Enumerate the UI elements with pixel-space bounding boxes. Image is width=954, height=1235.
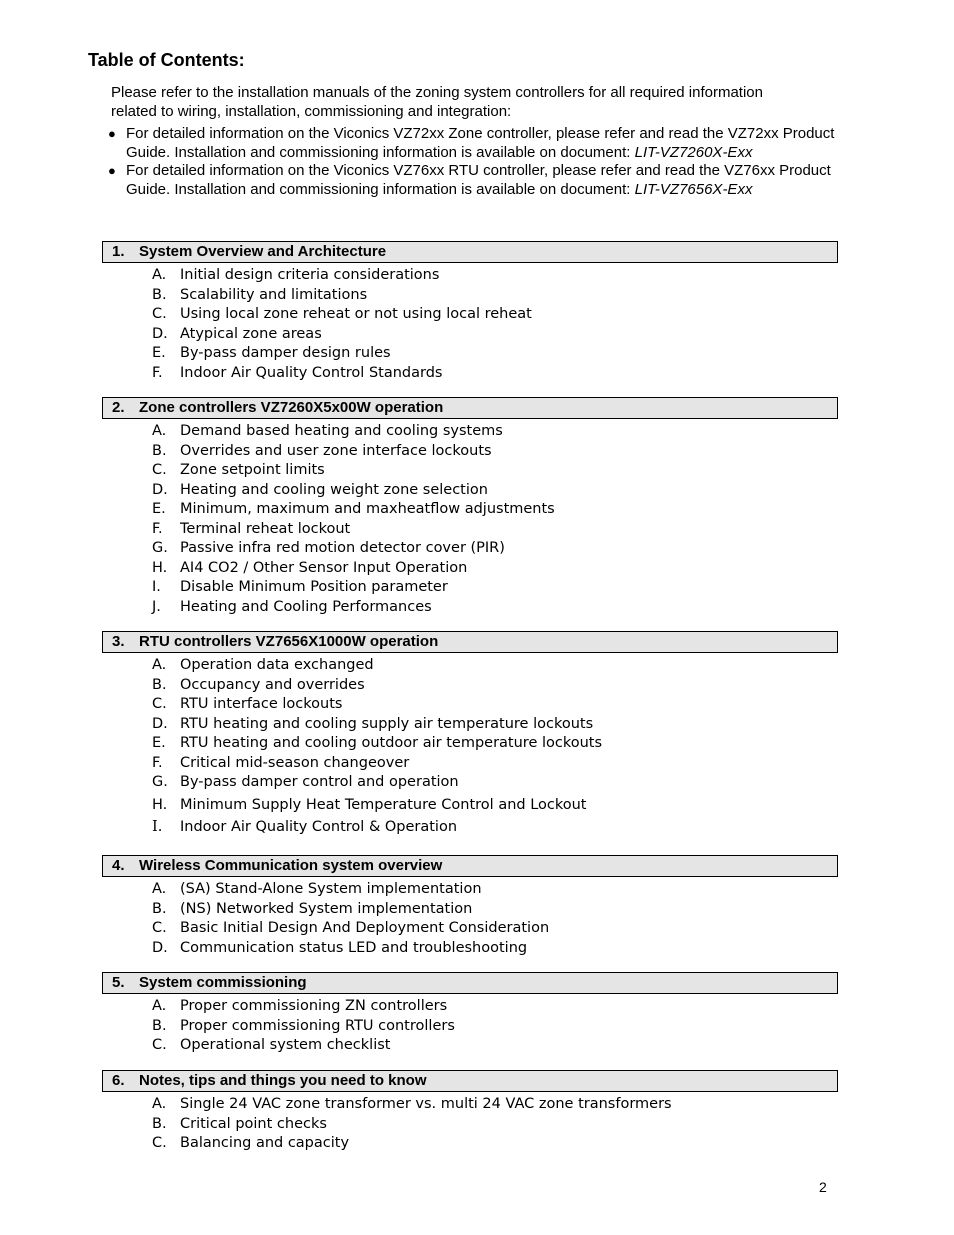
toc-item[interactable] [102, 773, 838, 793]
document-reference: LIT-VZ7656X-Exx [634, 180, 753, 198]
section-header[interactable] [102, 631, 838, 653]
toc-item[interactable] [102, 461, 838, 481]
item-letter: E. [152, 501, 166, 517]
section-header[interactable] [102, 1070, 838, 1092]
item-letter: G. [152, 774, 168, 790]
toc-item[interactable] [102, 695, 838, 715]
item-text: Passive infra red motion detector cover (PIR) [180, 540, 505, 556]
item-text: Indoor Air Quality Control & Operation [180, 818, 458, 835]
item-text: Heating and Cooling Performances [180, 598, 432, 615]
item-letter: D. [152, 481, 168, 498]
item-letter: B. [152, 442, 167, 459]
item-letter: B. [152, 286, 167, 303]
item-text: Indoor Air Quality Control Standards [180, 364, 443, 381]
toc-item[interactable] [102, 880, 838, 900]
toc-item[interactable] [102, 305, 838, 325]
bullet-item [106, 162, 876, 199]
section-item-list [102, 422, 838, 617]
item-text: Scalability and limitations [180, 286, 368, 303]
item-letter: A. [152, 267, 167, 283]
item-text: Initial design criteria considerations [180, 267, 440, 283]
item-text: Operational system checklist [180, 1037, 391, 1053]
toc-item[interactable] [102, 676, 838, 696]
toc-item[interactable] [102, 919, 838, 939]
bullet-dot-icon: ● [108, 126, 116, 141]
toc-section-5 [102, 972, 838, 1056]
item-letter: F. [152, 364, 163, 381]
section-title: System commissioning [139, 974, 307, 991]
toc-item[interactable] [102, 1115, 838, 1135]
bullet-text: For detailed information on the Viconics VZ76xx RTU controller, please refer and read the VZ76xx Product Guide. Installation and commissioning information is available on document: [126, 162, 831, 198]
item-text: By-pass damper control and operation [180, 774, 459, 790]
section-number: 4. [112, 857, 125, 874]
item-text: Proper commissioning RTU controllers [180, 1017, 455, 1034]
item-letter: G. [152, 540, 168, 556]
toc-item[interactable] [102, 754, 838, 774]
toc-item[interactable] [102, 520, 838, 540]
item-text: Basic Initial Design And Deployment Consideration [180, 920, 550, 936]
item-letter: B. [152, 900, 167, 917]
item-letter: B. [152, 676, 167, 693]
item-letter: F. [152, 520, 163, 537]
bullet-item [106, 125, 876, 162]
page-title: Table of Contents: [88, 50, 245, 70]
item-text: Heating and cooling weight zone selection [180, 481, 488, 498]
toc-section-3 [102, 631, 838, 837]
item-text: Occupancy and overrides [180, 676, 365, 693]
toc-item[interactable] [102, 793, 838, 815]
item-letter: A. [152, 998, 167, 1014]
item-text: Operation data exchanged [180, 657, 374, 673]
section-title: Wireless Communication system overview [139, 857, 443, 874]
toc-item[interactable] [102, 997, 838, 1017]
item-letter: D. [152, 939, 168, 956]
section-number: 5. [112, 974, 125, 991]
section-header[interactable] [102, 397, 838, 419]
document-reference: LIT-VZ7260X-Exx [634, 143, 753, 161]
item-letter: H. [152, 559, 168, 576]
section-item-list [102, 880, 838, 958]
item-text: RTU heating and cooling outdoor air temperature lockouts [180, 735, 603, 751]
item-letter: C. [152, 306, 167, 322]
section-item-list [102, 1095, 838, 1154]
section-title: System Overview and Architecture [139, 243, 387, 260]
toc-section-1 [102, 241, 838, 383]
item-letter: I. [152, 579, 161, 595]
toc-item[interactable] [102, 286, 838, 306]
toc-item[interactable] [102, 422, 838, 442]
intro-line: related to wiring, installation, commissioning and integration: [111, 102, 512, 120]
section-title: Zone controllers VZ7260X5x00W operation [139, 399, 444, 416]
toc-item[interactable] [102, 656, 838, 676]
page-number: 2 [819, 1179, 827, 1195]
section-header[interactable] [102, 972, 838, 994]
item-text: AI4 CO2 / Other Sensor Input Operation [180, 559, 468, 576]
toc-item[interactable] [102, 539, 838, 559]
section-number: 3. [112, 633, 125, 650]
section-item-list [102, 997, 838, 1056]
toc-section-4 [102, 855, 838, 958]
toc-item[interactable] [102, 481, 838, 501]
toc-item[interactable] [102, 715, 838, 735]
toc-item[interactable] [102, 344, 838, 364]
item-letter: C. [152, 1037, 167, 1053]
section-number: 1. [112, 243, 125, 260]
item-letter: A. [152, 423, 167, 439]
item-text: Atypical zone areas [180, 325, 322, 342]
item-letter: C. [152, 920, 167, 936]
toc-item[interactable] [102, 266, 838, 286]
item-letter: E. [152, 735, 166, 751]
item-text: By-pass damper design rules [180, 345, 391, 361]
item-text: Communication status LED and troubleshooting [180, 939, 528, 956]
intro-line: Please refer to the installation manuals of the zoning system controllers for all required information [111, 84, 763, 101]
toc-item[interactable] [102, 578, 838, 598]
item-text: RTU heating and cooling supply air temperature lockouts [180, 715, 594, 732]
item-letter: A. [152, 1096, 167, 1112]
item-text: Single 24 VAC zone transformer vs. multi 24 VAC zone transformers [180, 1096, 672, 1112]
bullet-dot-icon: ● [108, 163, 116, 178]
item-letter: E. [152, 345, 166, 361]
item-text: Disable Minimum Position parameter [180, 579, 448, 595]
section-item-list [102, 266, 838, 383]
toc-item[interactable] [102, 364, 838, 384]
toc-section-6 [102, 1070, 838, 1154]
section-header[interactable] [102, 855, 838, 877]
item-letter: I. [152, 818, 163, 835]
item-text: Minimum Supply Heat Temperature Control and Lockout [180, 796, 587, 813]
item-text: Terminal reheat lockout [180, 520, 351, 537]
item-text: Overrides and user zone interface lockouts [180, 442, 492, 459]
item-letter: A. [152, 657, 167, 673]
toc-item[interactable] [102, 1036, 838, 1056]
item-letter: D. [152, 715, 168, 732]
bullet-text: For detailed information on the Viconics VZ72xx Zone controller, please refer and read the VZ72xx Product Guide. Installation and commissioning information is available on document: [126, 125, 835, 161]
toc-item[interactable] [102, 939, 838, 959]
reference-bullet-list [106, 125, 876, 199]
item-text: Using local zone reheat or not using local reheat [180, 306, 532, 322]
item-text: (NS) Networked System implementation [180, 900, 473, 917]
item-text: (SA) Stand-Alone System implementation [180, 881, 482, 897]
toc-item[interactable] [102, 900, 838, 920]
item-text: Demand based heating and cooling systems [180, 423, 503, 439]
item-letter: C. [152, 1135, 167, 1151]
section-title: Notes, tips and things you need to know [139, 1072, 427, 1089]
toc-item[interactable] [102, 815, 838, 837]
section-number: 2. [112, 399, 125, 416]
item-text: Balancing and capacity [180, 1135, 350, 1151]
item-text: Proper commissioning ZN controllers [180, 998, 448, 1014]
item-letter: B. [152, 1017, 167, 1034]
item-letter: H. [152, 796, 168, 813]
toc-item[interactable] [102, 598, 838, 618]
item-letter: A. [152, 881, 167, 897]
item-text: Minimum, maximum and maxheatflow adjustments [180, 501, 555, 517]
section-header[interactable] [102, 241, 838, 263]
item-text: Critical mid-season changeover [180, 754, 410, 771]
toc-item[interactable] [102, 442, 838, 462]
toc-item[interactable] [102, 734, 838, 754]
item-letter: F. [152, 754, 163, 771]
section-title: RTU controllers VZ7656X1000W operation [139, 633, 439, 650]
item-letter: C. [152, 462, 167, 478]
section-number: 6. [112, 1072, 125, 1089]
toc-item[interactable] [102, 1134, 838, 1154]
item-text: RTU interface lockouts [180, 696, 343, 712]
item-letter: J. [152, 598, 161, 615]
toc-section-2 [102, 397, 838, 617]
toc-item[interactable] [102, 325, 838, 345]
toc-item[interactable] [102, 1095, 838, 1115]
item-letter: B. [152, 1115, 167, 1132]
intro-paragraph [111, 84, 871, 121]
section-item-list [102, 656, 838, 837]
toc-item[interactable] [102, 559, 838, 579]
item-text: Critical point checks [180, 1115, 327, 1132]
item-letter: D. [152, 325, 168, 342]
item-letter: C. [152, 696, 167, 712]
toc-item[interactable] [102, 500, 838, 520]
toc-item[interactable] [102, 1017, 838, 1037]
item-text: Zone setpoint limits [180, 462, 325, 478]
